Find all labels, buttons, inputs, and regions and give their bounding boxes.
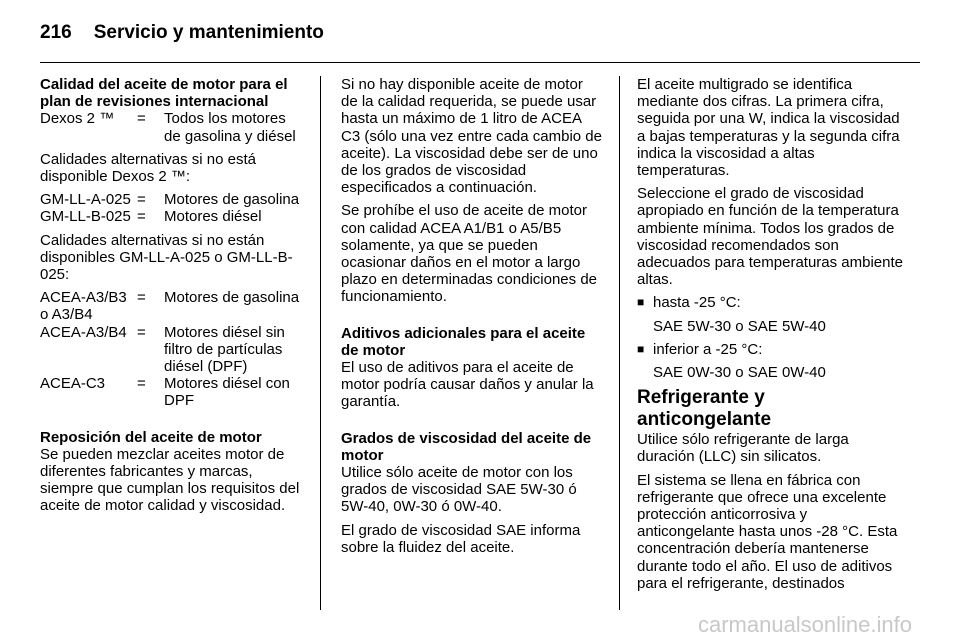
paragraph-oil-mixing: Se pueden mezclar aceites motor de diferentes fabricantes y marcas, siempre que cumplan los requisitos del aceite de motor calidad y viscosidad. xyxy=(40,445,300,515)
table-row xyxy=(40,289,306,323)
spec-table-2 xyxy=(40,191,306,225)
page-header xyxy=(40,22,324,46)
spec-value: Todos los motores de gasolina y diésel xyxy=(164,110,296,145)
square-bullet-icon: ■ xyxy=(637,341,645,356)
spec-value: Motores de gasolina xyxy=(164,289,300,307)
equals-sign: = xyxy=(137,289,146,307)
spec-value: Motores diésel sin filtro de partículas diésel (DPF) xyxy=(164,323,285,376)
spec-key: ACEA-A3/B4 xyxy=(40,323,127,341)
paragraph-select-grade: Seleccione el grado de viscosidad apropiado en función de la temperatura ambiente mínima. Todos los grados de viscosidad recomendados son adecuados para temperaturas ambiente altas. xyxy=(637,185,904,289)
spec-key: ACEA-A3/B3 o A3/B4 xyxy=(40,289,127,324)
equals-sign: = xyxy=(137,110,146,128)
heading-oil-refill: Reposición del aceite de motor xyxy=(40,428,262,446)
equals-sign: = xyxy=(137,323,146,341)
bullet-value: SAE 5W-30 o SAE 5W-40 xyxy=(653,317,826,335)
paragraph-coolant-type: Utilice sólo refrigerante de larga duración (LLC) sin silicatos. xyxy=(637,431,849,466)
equals-sign: = xyxy=(137,191,146,209)
heading-viscosity: Grados de viscosidad del aceite de motor xyxy=(341,429,592,464)
paragraph-alt-dexos: Calidades alternativas si no está disponible Dexos 2 ™: xyxy=(40,150,256,186)
paragraph-alt-gm: Calidades alternativas si no están disponibles GM-LL-A-025 o GM-LL-B-025: xyxy=(40,231,293,284)
spec-value: Motores diésel con DPF xyxy=(164,375,290,410)
list-item xyxy=(637,341,903,358)
paragraph-additives: El uso de aditivos para el aceite de motor podría causar daños y anular la garantía. xyxy=(341,359,594,411)
spec-value: Motores de gasolina xyxy=(164,191,300,209)
spec-table-1 xyxy=(40,110,306,144)
bullet-text: hasta -25 °C: xyxy=(653,294,741,312)
column-1 xyxy=(40,76,306,521)
column-divider xyxy=(320,76,321,610)
column-2 xyxy=(341,76,603,562)
paragraph-prohibited: Se prohíbe el uso de aceite de motor con calidad ACEA A1/B1 o A5/B5 solamente, ya que se pueden ocasionar daños en el motor a largo plazo en determinadas condiciones de funcionamiento. xyxy=(341,202,598,306)
spec-key: Dexos 2 ™ xyxy=(40,110,115,128)
heading-oil-quality: Calidad del aceite de motor para el plan de revisiones internacional xyxy=(40,76,288,111)
list-item xyxy=(637,294,903,311)
spec-key: GM-LL-A-025 xyxy=(40,191,131,209)
table-row xyxy=(40,324,306,376)
paragraph-viscosity-grades: Utilice sólo aceite de motor con los grados de viscosidad SAE 5W-30 ó 5W-40, 0W-30 ó 0W-40. xyxy=(341,464,577,516)
spacer xyxy=(40,416,306,429)
table-row xyxy=(40,375,306,409)
column-divider xyxy=(619,76,620,610)
spec-value: Motores diésel xyxy=(164,208,262,226)
spec-table-3 xyxy=(40,289,306,409)
heading-coolant: Refrigerante y anticongelante xyxy=(637,387,772,431)
equals-sign: = xyxy=(137,375,146,393)
paragraph-sae-info: El grado de viscosidad SAE informa sobre la fluidez del aceite. xyxy=(341,521,581,556)
spec-key: ACEA-C3 xyxy=(40,375,106,393)
column-3 xyxy=(637,76,903,598)
table-row xyxy=(40,110,306,144)
spacer xyxy=(341,417,603,430)
header-rule xyxy=(40,62,920,63)
bullet-value: SAE 0W-30 o SAE 0W-40 xyxy=(653,364,826,382)
paragraph-coolant-factory: El sistema se llena en fábrica con refrigerante que ofrece una excelente protección anticorrosiva y anticongelante hasta unos -28 °C. Esta concentración debería mantenerse durante todo el año. El uso de aditivos para el refrigerante, destinados xyxy=(637,471,898,592)
spec-key: GM-LL-B-025 xyxy=(40,208,131,226)
spacer xyxy=(341,312,603,325)
paragraph-acea-c3: Si no hay disponible aceite de motor de la calidad requerida, se puede usar hasta un máximo de 1 litro de ACEA C3 (sólo una vez entre cada cambio de aceite). La viscosidad debe ser de uno de los grados de viscosidad especificados a continuación. xyxy=(341,76,602,197)
watermark: carmanualsonline.info xyxy=(697,612,912,637)
table-row xyxy=(40,208,306,225)
square-bullet-icon: ■ xyxy=(637,295,645,310)
section-title: Servicio y mantenimiento xyxy=(93,22,324,43)
heading-additives: Aditivos adicionales para el aceite de motor xyxy=(341,324,586,359)
bullet-text: inferior a -25 °C: xyxy=(653,340,763,358)
table-row xyxy=(40,191,306,208)
paragraph-multigrade: El aceite multigrado se identifica mediante dos cifras. La primera cifra, seguida por una W, indica la viscosidad a bajas temperaturas y la segunda cifra indica la viscosidad a altas temperaturas. xyxy=(637,76,900,180)
page-number: 216 xyxy=(40,22,72,43)
equals-sign: = xyxy=(137,208,146,226)
